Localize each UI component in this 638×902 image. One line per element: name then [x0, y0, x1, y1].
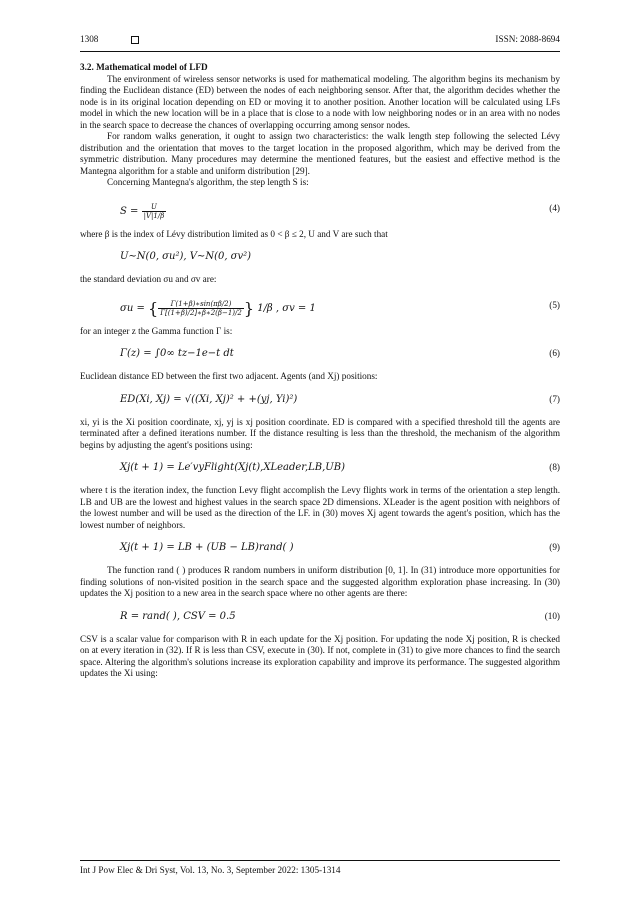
eq5-rhs: 1/β , σv = 1 — [257, 302, 316, 314]
paragraph-3: Concerning Mantegna's algorithm, the step length S is: — [107, 177, 309, 187]
equation-7 — [80, 388, 560, 412]
square-bullet-icon — [131, 36, 139, 44]
paragraph-8: xi, yi is the Xi position coordinate, xj, yj is xj position coordinate. ED is compared with a specified threshold till the agents are terminated after a defined iterations number. If the distance resulting is less than the threshold, the mechanism of the algorithm begins by adjusting the agent's positions using: — [80, 416, 560, 450]
paragraph-6: for an integer z the Gamma function Γ is: — [80, 325, 233, 336]
equation-5: σu = { $\frac{\Gamma(1+\beta)∗\sin(\pi\beta/2)}{\Gamma[(1+\beta)/2]∗\beta∗2(\beta-1)/2}$ } 1/β , σv = 1 (5) — [120, 298, 560, 318]
eq8-number: (8) — [549, 462, 560, 472]
eq9-number: (9) — [549, 542, 560, 552]
section-title: 3.2. Mathematical model of LFD — [80, 62, 208, 72]
paragraph-1: The environment of wireless sensor networks is used for mathematical modeling. The algorithm begins its mechanism by finding the Euclidean distance (ED) between the nodes of each neighboring sensor. After that, the algorithm decides whether the node is in its original location depending on ED or moving it to another position. Another location will be calculated using LFs model in which the new location will be in a place that is close to a node with low neighboring nodes or in an area with no nodes in the search space to decrease the chances of overlapping occurring among sensor nodes. — [80, 73, 560, 130]
paragraph-4: where β is the index of Lévy distribution limited as 0 < β ≤ 2, U and V are such that — [80, 228, 388, 239]
equation-8 — [80, 456, 560, 480]
eq9-text: Xj(t + 1) = LB + (UB − LB)rand( ) — [120, 542, 294, 553]
issn-label: ISSN: 2088-8694 — [495, 34, 560, 44]
eq7-number: (7) — [549, 393, 560, 404]
paragraph-9: where t is the iteration index, the function Levy flight accomplish the Levy flights work in terms of the orientation a step length. LB and UB are the lowest and highest values in the search space 2D dimensions. XLeader is the agent position with neighbors of the lowest number and will be used as the direction of the LF. in (30) moves Xj agent towards the agent's position, which has the lowest number of neighbors. — [80, 485, 560, 530]
eq4-fraction — [142, 203, 167, 220]
eq5-number: (5) — [549, 299, 560, 310]
main-content — [80, 62, 560, 680]
equation-4 — [80, 194, 560, 224]
eq6-number: (6) — [549, 348, 560, 358]
eq-uv-text: U∼N(0, σu²), V∼N(0, σv²) — [120, 251, 252, 262]
equation-9 — [80, 536, 560, 560]
eq6-text: Γ(z) = ∫0∞ tz−1e−t dt — [120, 348, 234, 359]
equation-6 — [80, 342, 560, 366]
eq4-number: (4) — [549, 202, 560, 213]
eq4-numerator: U — [142, 203, 167, 212]
paragraph-10: The function rand ( ) produces R random numbers in uniform distribution [0, 1]. In (31) introduce more opportunities for finding solutions of non-visited position in the search space and the suggested algorithm exploration phase increasing. In (30) updates the Xj position to a new area in the search space where no other agents are there: — [80, 565, 560, 598]
eq5-lhs: σu = — [120, 302, 145, 314]
paragraph-11: CSV is a scalar value for comparison with R in each update for the Xj position. For updating the node Xj position, R is checked on at every iteration in (32). If R is less than CSV, execute in (30). If not, complete in (31) to give more chances to find the search space. Altering the algorithm's solutions increase its exploration capability and improve its performance. The suggested algorithm updates the Xi using: — [80, 633, 560, 678]
eq5-denominator: Γ[(1+β)/2]∗β∗2(β−1)/2 — [160, 308, 242, 317]
header-rule — [80, 51, 560, 52]
page-header — [80, 34, 560, 48]
footer-rule — [80, 860, 560, 861]
paragraph-7: Euclidean distance ED between the first two adjacent. Agents (and Xj) positions: — [80, 371, 378, 381]
page-number: 1308 — [80, 34, 99, 44]
eq4-lhs: S = — [120, 205, 139, 217]
eq8-text: Xj(t + 1) = Le′vyFlight(Xj(t),XLeader,LB,UB) — [120, 462, 345, 473]
equation-uv — [80, 245, 560, 269]
equation-10 — [80, 605, 560, 629]
paragraph-2: For random walks generation, it ought to assign two characteristics: the walk length step following the selected Lévy distribution and the orientation that moves to the target location in the proposed algorithm, which may be derived from the symmetric distribution. Many procedures may determine the mentioned features, but the easiest and effective method is the Mantegna algorithm for a stable and uniform distribution [29]. — [80, 131, 560, 176]
eq10-number: (10) — [544, 610, 560, 621]
eq5-fraction — [158, 300, 244, 317]
paragraph-5: the standard deviation σu and σv are: — [80, 274, 217, 284]
eq10-text: R = rand( ), CSV = 0.5 — [120, 610, 236, 622]
journal-footer: Int J Pow Elec & Dri Syst, Vol. 13, No. 3, September 2022: 1305-1314 — [80, 865, 341, 875]
eq5-numerator: Γ(1+β)∗sin(πβ/2) — [158, 300, 244, 309]
eq7-text: ED(Xi, Xj) = √((Xi, Xj)² + +(yj, Yi)²) — [120, 393, 298, 405]
eq4-denominator: |V|1/β — [143, 211, 165, 220]
